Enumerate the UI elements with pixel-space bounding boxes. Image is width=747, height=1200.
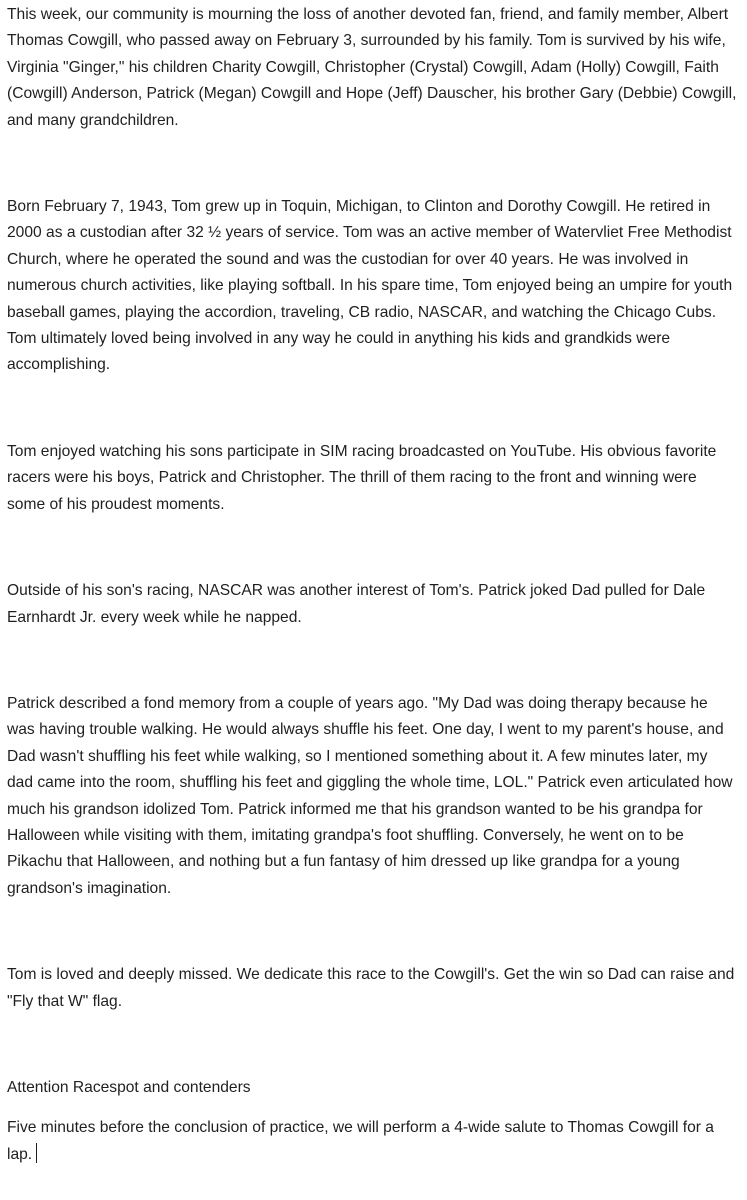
paragraph-spacer	[7, 379, 737, 439]
paragraph-biography: Born February 7, 1943, Tom grew up in Toquin, Michigan, to Clinton and Dorothy Cowgill. He retired in 2000 as a custodian after 32 ½ years of service. Tom was an active member of Watervliet Free Methodist Church, where he operated the sound and was the custodian for over 40 years. He was involved in numerous church activities, like playing softball. In his spare time, Tom enjoyed being an umpire for youth baseball games, playing the accordion, traveling, CB radio, NASCAR, and watching the Chicago Cubs. Tom ultimately loved being involved in any way he could in anything his kids and grandkids were accomplishing.	[7, 198, 733, 374]
paragraph-spacer	[7, 134, 737, 194]
paragraph-spacer	[7, 902, 737, 962]
paragraph-fond-memory: Patrick described a fond memory from a couple of years ago. "My Dad was doing therapy because he was having trouble walking. He would always shuffle his feet. One day, I went to my parent's house, and Dad wasn't shuffling his feet while walking, so I mentioned something about it. A few minutes later, my dad came into the room, shuffling his feet and giggling the whole time, LOL." Patrick even articulated how much his grandson idolized Tom. Patrick informed me that his grandson wanted to be his grandpa for Halloween while visiting with them, imitating grandpa's foot shuffling. Conversely, he went on to be Pikachu that Halloween, and nothing but a fun fantasy of him dressed up like grandpa for a young grandson's imagination.	[7, 694, 733, 897]
paragraph-salute-text: Five minutes before the conclusion of practice, we will perform a 4-wide salute to Thomas Cowgill for a lap.	[7, 1119, 714, 1163]
text-cursor	[36, 1143, 37, 1163]
paragraph-attention-heading: Attention Racespot and contenders	[7, 1078, 251, 1096]
document-body[interactable]	[7, 2, 737, 1168]
paragraph-spacer	[7, 518, 737, 578]
paragraph-dedication: Tom is loved and deeply missed. We dedicate this race to the Cowgill's. Get the win so Dad can raise and "Fly that W" flag.	[7, 966, 735, 1010]
paragraph-spacer	[7, 631, 737, 691]
paragraph-sim-racing: Tom enjoyed watching his sons participate in SIM racing broadcasted on YouTube. His obvious favorite racers were his boys, Patrick and Christopher. The thrill of them racing to the front and winning were some of his proudest moments.	[7, 442, 717, 513]
paragraph-salute	[7, 1115, 737, 1168]
paragraph-spacer	[7, 1101, 737, 1115]
paragraph-nascar: Outside of his son's racing, NASCAR was another interest of Tom's. Patrick joked Dad pulled for Dale Earnhardt Jr. every week while he napped.	[7, 582, 706, 626]
paragraph-obituary-intro: This week, our community is mourning the loss of another devoted fan, friend, and family member, Albert Thomas Cowgill, who passed away on February 3, surrounded by his family. Tom is survived by his wife, Virginia "Ginger," his children Charity Cowgill, Christopher (Crystal) Cowgill, Adam (Holly) Cowgill, Faith (Cowgill) Anderson, Patrick (Megan) Cowgill and Hope (Jeff) Dauscher, his brother Gary (Debbie) Cowgill, and many grandchildren.	[7, 6, 737, 129]
paragraph-spacer	[7, 1015, 737, 1075]
